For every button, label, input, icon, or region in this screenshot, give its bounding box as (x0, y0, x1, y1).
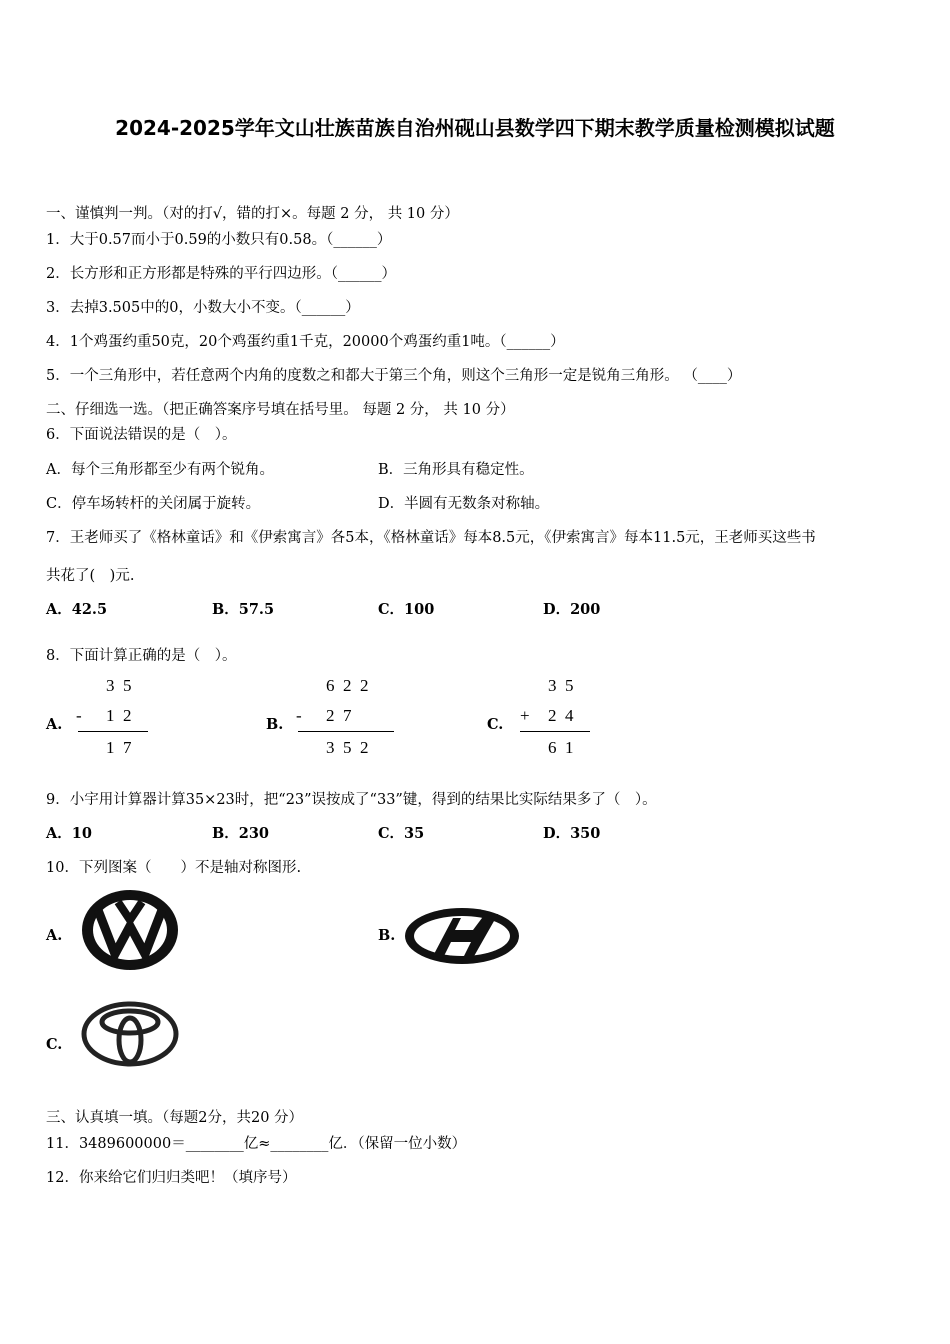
calc-addend: 2 4 (548, 706, 574, 725)
calc-result: 1 7 (106, 738, 132, 757)
question-1: 1．大于0.57而小于0.59的小数只有0.58。（______） (46, 232, 392, 248)
q10-option-c-label: C. (46, 1036, 63, 1053)
q7-option-a: A．42.5 (46, 601, 108, 618)
calc-line (520, 731, 590, 732)
question-3: 3．去掉3.505中的0，小数大小不变。（______） (46, 300, 360, 316)
q6-option-d: D．半圆有无数条对称轴。 (378, 496, 550, 512)
question-8: 8．下面计算正确的是（ ）。 (46, 648, 237, 664)
q8-option-a-calc (76, 676, 156, 766)
page-title: 2024-2025学年文山壮族苗族自治州砚山县数学四下期末教学质量检测模拟试题 (115, 116, 835, 140)
calc-line (78, 731, 148, 732)
ellipse-t-logo-icon (80, 996, 180, 1068)
calc-result: 6 1 (548, 738, 574, 757)
q7-option-c: C．100 (378, 601, 435, 618)
q7-option-d: D．200 (543, 601, 601, 618)
calc-subtrahend: 1 2 (106, 706, 132, 725)
q8-option-a-label: A. (46, 716, 63, 733)
circle-w-logo-icon (80, 888, 182, 972)
question-12: 12．你来给它们归归类吧！（填序号） (46, 1170, 297, 1186)
q6-option-c: C．停车场转杆的关闭属于旋转。 (46, 496, 261, 512)
calc-line (298, 731, 394, 732)
calc-top: 6 2 2 (326, 676, 369, 695)
question-6: 6．下面说法错误的是（ ）。 (46, 427, 237, 443)
q9-option-b: B．230 (212, 825, 270, 842)
section-2-heading: 二、仔细选一选。（把正确答案序号填在括号里。 每题 2 分， 共 10 分） (46, 402, 515, 418)
q9-option-d: D．350 (543, 825, 601, 842)
question-7-line1: 7．王老师买了《格林童话》和《伊索寓言》各5本，《格林童话》每本8.5元，《伊索寓言》每本11.5元，王老师买这些书 (46, 530, 816, 546)
q8-option-b-calc (296, 676, 406, 766)
calc-subtrahend: 2 7 (326, 706, 352, 725)
section-3-heading: 三、认真填一填。（每题2分，共20 分） (46, 1110, 304, 1126)
calc-top: 3 5 (106, 676, 132, 695)
q10-option-b-label: B. (378, 927, 396, 944)
q9-option-a: A．10 (46, 825, 92, 842)
calc-result: 3 5 2 (326, 738, 369, 757)
calc-operator: + (520, 706, 530, 725)
q10-option-a-label: A. (46, 927, 63, 944)
q6-option-b: B．三角形具有稳定性。 (378, 462, 534, 478)
q8-option-c-label: C. (487, 716, 504, 733)
q8-option-c-calc (518, 676, 598, 766)
question-10: 10．下列图案（ ）不是轴对称图形. (46, 860, 302, 876)
q8-option-b-label: B. (266, 716, 284, 733)
calc-top: 3 5 (548, 676, 574, 695)
q9-option-c: C．35 (378, 825, 425, 842)
question-4: 4．1个鸡蛋约重50克，20个鸡蛋约重1千克，20000个鸡蛋约重1吨。（______） (46, 334, 565, 350)
question-11: 11．3489600000＝________亿≈________亿．（保留一位小数） (46, 1136, 467, 1152)
section-1-heading: 一、谨慎判一判。（对的打√，错的打×。每题 2 分， 共 10 分） (46, 206, 459, 222)
question-2: 2．长方形和正方形都是特殊的平行四边形。（______） (46, 266, 396, 282)
calc-operator: - (76, 706, 82, 725)
question-9: 9．小宇用计算器计算35×23时，把“23”误按成了“33”键，得到的结果比实际结果多了（ ）。 (46, 792, 657, 808)
q6-option-a: A．每个三角形都至少有两个锐角。 (46, 462, 274, 478)
question-5: 5．一个三角形中，若任意两个内角的度数之和都大于第三个角，则这个三角形一定是锐角三角形。 （____） (46, 368, 742, 384)
calc-operator: - (296, 706, 302, 725)
q7-option-b: B．57.5 (212, 601, 275, 618)
oval-h-logo-icon (403, 906, 523, 966)
question-7-line2: 共花了( )元. (46, 568, 135, 584)
